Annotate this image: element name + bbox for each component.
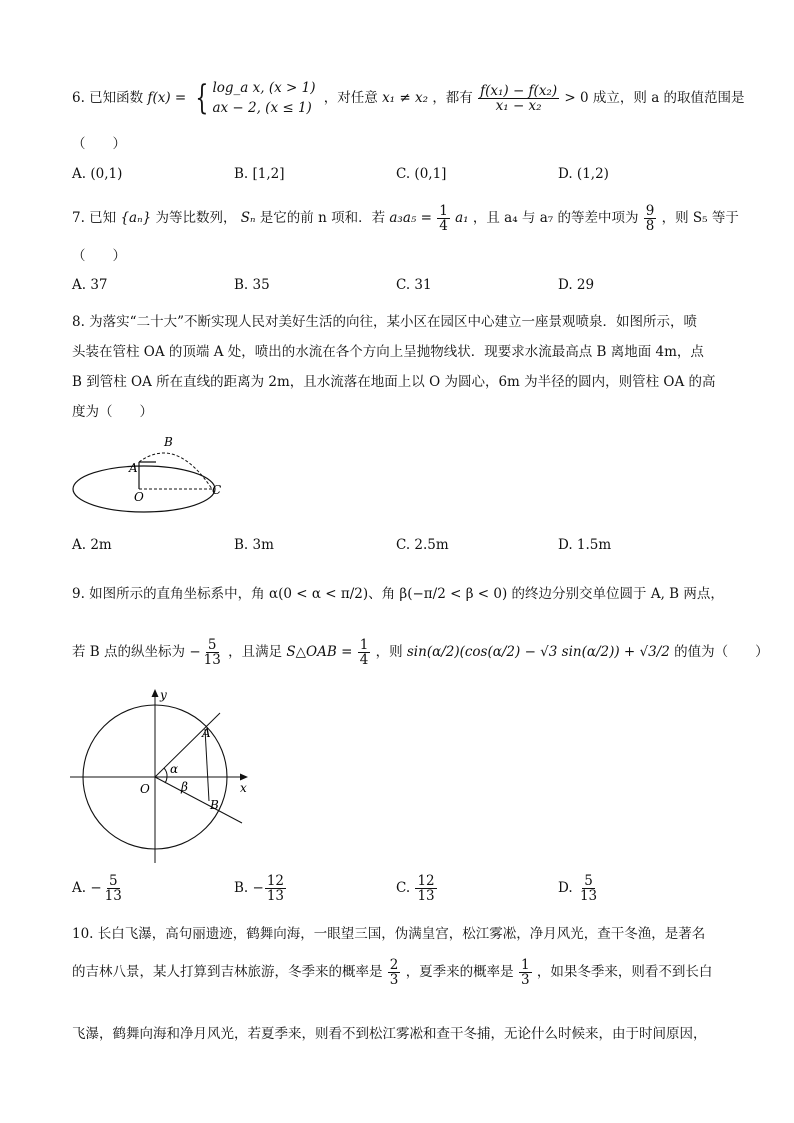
q8-option-d: D. 1.5m: [558, 537, 612, 553]
q9-line1: 9. 如图所示的直角坐标系中，角 α(0 < α < π/2)、角 β(−π/2 < β < 0) 的终边分别交单位圆于 A, B 两点，: [72, 586, 724, 602]
q7-option-c: C. 31: [396, 277, 432, 293]
q7-option-a: A. 37: [72, 277, 108, 293]
q9-option-b-frac: [265, 874, 286, 903]
q10-p2-den: 3: [520, 972, 530, 989]
q9-option-d: [558, 874, 600, 903]
q9-option-c-num: 12: [417, 873, 435, 889]
q9-option-d-frac: [578, 874, 599, 903]
q9-label-b: B: [210, 798, 219, 812]
q9-option-a-letter: A.: [72, 880, 87, 897]
q10-line2-c: ，如果冬季来，则看不到长白: [536, 964, 713, 981]
q9-label-beta: β: [181, 780, 188, 794]
q6-case1: log_a x, (x > 1): [212, 80, 316, 96]
q6-brace: {: [194, 78, 208, 119]
q7-text-e: ，则 S₅ 等于: [661, 210, 739, 227]
q9-label-y: y: [160, 688, 167, 702]
q8-line3: B 到管柱 OA 所在直线的距离为 2m，且水流落在地面上以 O 为圆心，6m 为半径的圆内，则管柱 OA 的高: [72, 374, 716, 390]
q8-line1: 8. 为落实“二十大”不断实现人民对美好生活的向往，某小区在园区中心建立一座景观喷泉．如图所示，喷: [72, 314, 697, 330]
q9-option-c-letter: C.: [396, 880, 411, 897]
q9-option-d-den: 13: [579, 888, 598, 905]
q7-option-d: D. 29: [558, 277, 595, 293]
q10-p2-num: 1: [520, 957, 530, 973]
q8-label-b: B: [164, 435, 173, 449]
q8-label-o: O: [134, 490, 144, 504]
q9-option-d-num: 5: [584, 873, 593, 889]
q7-text-a: 7. 已知: [72, 210, 117, 227]
q9-unit-circle-figure: [70, 685, 270, 865]
q8-fountain-figure: [66, 430, 246, 520]
q6-frac-den: x₁ − x₂: [495, 97, 542, 114]
q8-option-b: B. 3m: [234, 537, 274, 553]
q7-mid-num: 9: [645, 203, 655, 219]
q7-text-d: ，且 a₄ 与 a₇ 的等差中项为: [472, 210, 639, 227]
q9-expr: sin(α/2)(cos(α/2) − √3 sin(α/2)) + √3/2: [406, 644, 670, 661]
q9-ray-ob: [155, 777, 242, 823]
q7-frac-num: 1: [439, 203, 448, 219]
q9-option-a-sign: −: [90, 880, 102, 897]
q7-stem: [72, 204, 739, 233]
q6-func: f(x) =: [147, 89, 187, 106]
q7-mid-den: 8: [645, 218, 655, 235]
q9-label-alpha: α: [170, 762, 179, 776]
q9-area-frac: [358, 638, 371, 667]
q9-label-a: A: [202, 726, 211, 740]
q9-line2-d: 的值为（ ）: [674, 644, 769, 661]
q9-option-c-den: 13: [417, 888, 435, 905]
q9-option-d-letter: D.: [558, 880, 573, 897]
q7-cond: a₃a₅ =: [389, 210, 432, 227]
q9-option-b-den: 13: [266, 888, 285, 905]
q10-line2-a: 的吉林八景，某人打算到吉林旅游，冬季来的概率是: [72, 964, 383, 981]
q9-beta-arc: [165, 777, 167, 783]
q9-option-b-sign: −: [252, 880, 264, 897]
q6-tail: > 0 成立，则 a 的取值范围是: [564, 89, 745, 106]
q8-line4: 度为（ ）: [72, 404, 153, 420]
q6-option-b: B. [1,2]: [234, 166, 285, 182]
q6-prefix: 6. 已知函数: [72, 89, 144, 106]
q6-frac-num: f(x₁) − f(x₂): [480, 82, 558, 99]
q9-label-o: O: [140, 782, 150, 796]
q6-cases: [212, 78, 315, 119]
q9-line2-a: 若 B 点的纵坐标为: [72, 644, 186, 661]
q9-option-a: [72, 874, 125, 903]
q10-line1: 10. 长白飞瀑，高句丽遗迹，鹤舞向海，一眼望三国，伪满皇宫，松江雾凇，净月风光，查干冬渔，是著名: [72, 926, 706, 942]
q8-label-c: C: [212, 483, 222, 497]
q8-option-a: A. 2m: [72, 537, 112, 553]
q9-ray-oa: [155, 713, 220, 777]
q10-line2: [72, 958, 712, 987]
q8-water-arc: [139, 453, 212, 489]
q6-option-c: C. (0,1]: [396, 166, 447, 182]
q10-p1-frac: [388, 958, 401, 987]
q9-area: S△OAB =: [286, 644, 353, 661]
q7-sn: Sₙ: [240, 210, 256, 227]
q10-line3: 飞瀑，鹤舞向海和净月风光，若夏季来，则看不到松江雾凇和查干冬捕，无论什么时候来，由于时间原因，: [72, 1026, 707, 1042]
q6-case2: ax − 2, (x ≤ 1): [212, 100, 312, 117]
q9-option-b-letter: B.: [234, 880, 249, 897]
q9-line2: [72, 638, 769, 667]
q10-p2-frac: [519, 958, 532, 987]
q7-mid-frac: [644, 204, 657, 233]
q7-seq: {aₙ}: [120, 210, 152, 227]
q9-option-a-num: 5: [108, 873, 118, 889]
q9-label-x: x: [240, 781, 247, 795]
q7-blank: （ ）: [72, 248, 126, 264]
q7-frac: [437, 204, 450, 233]
q6-mid: ，对任意: [323, 89, 378, 106]
q6-mid2: ，都有: [432, 89, 473, 106]
q9-x-arrow: [240, 774, 248, 781]
q9-option-a-den: 13: [104, 888, 122, 905]
q6-blank: （ ）: [72, 136, 126, 152]
q7-text-b: 为等比数列，: [155, 210, 237, 227]
q9-neg: −: [189, 644, 201, 661]
q6-option-d: D. (1,2): [558, 166, 609, 182]
q9-alpha-arc: [164, 768, 167, 777]
q10-line2-b: ，夏季来的概率是: [405, 964, 514, 981]
q6-cond: x₁ ≠ x₂: [382, 89, 429, 106]
q9-y-arrow: [152, 689, 159, 697]
q9-option-b-num: 12: [266, 873, 285, 889]
q9-area-num: 1: [359, 637, 369, 653]
q9-b-den: 13: [203, 652, 221, 669]
q8-label-a: A: [129, 461, 138, 475]
q6-stem: [72, 78, 745, 119]
q8-option-c: C. 2.5m: [396, 537, 449, 553]
q6-option-a: A. (0,1): [72, 166, 123, 182]
q9-line2-b: ，且满足: [228, 644, 283, 661]
q7-option-b: B. 35: [234, 277, 270, 293]
q9-option-c: [396, 874, 438, 903]
q6-frac: [478, 84, 559, 113]
q9-b-frac: [202, 638, 223, 667]
q9-line2-c: ，则: [375, 644, 403, 661]
q9-option-c-frac: [415, 874, 436, 903]
q10-p1-den: 3: [389, 972, 399, 989]
q10-p1-num: 2: [389, 957, 399, 973]
q9-option-b: [234, 874, 287, 903]
q7-cond2: a₁: [455, 210, 469, 227]
q7-text-c: 是它的前 n 项和．若: [259, 210, 386, 227]
q9-option-a-frac: [103, 874, 124, 903]
q9-b-num: 5: [207, 637, 217, 653]
q7-frac-den: 4: [439, 218, 448, 235]
q8-line2: 头装在管柱 OA 的顶端 A 处，喷出的水流在各个方向上呈抛物线状．现要求水流最高点 B 离地面 4m，点: [72, 344, 704, 360]
q9-area-den: 4: [359, 652, 369, 669]
